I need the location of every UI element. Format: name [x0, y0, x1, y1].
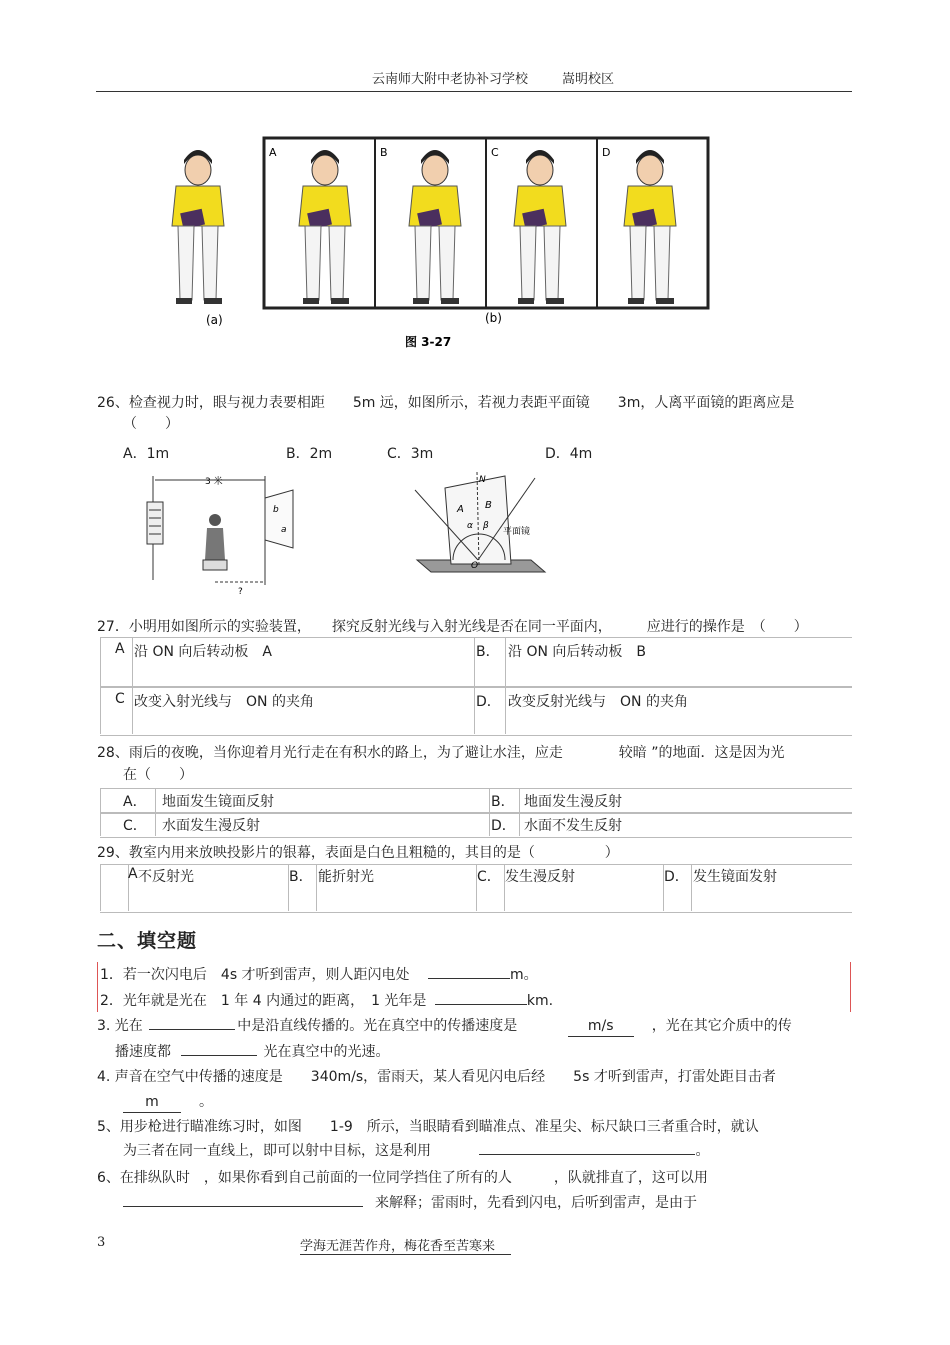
- q28-option-c: 水面发生漫反射: [162, 818, 260, 834]
- q27-option-c-letter: C: [115, 691, 125, 707]
- fill-2-blank[interactable]: [435, 1004, 527, 1005]
- fill-5-cont: 为三者在同一直线上，即可以射中目标，这是利用 。: [123, 1143, 710, 1159]
- q29-option-a-letter: A: [128, 866, 138, 882]
- fill-3-blank-2[interactable]: m/s: [568, 1016, 634, 1037]
- q27-option-d-letter: D．: [476, 694, 501, 710]
- q28-text: 28、雨后的夜晚，当你迎着月光行走在有积水的路上，为了避让水洼，应走 较暗 ”的地面．这是因为光: [97, 745, 785, 761]
- unknown-distance: ?: [238, 587, 243, 597]
- q29-text: 29、教室内用来放映投影片的银幕，表面是白色且粗糙的，其目的是（ ）: [97, 845, 619, 861]
- sub-label-b: (b): [485, 311, 502, 325]
- q27-option-d: 改变反射光线与 ON 的夹角: [508, 694, 688, 710]
- svg-text:α: α: [467, 521, 473, 531]
- panel-label-a: A: [269, 146, 277, 159]
- panel-label-c: C: [491, 146, 499, 159]
- fill-5: 5、用步枪进行瞄准练习时，如图 1-9 所示，当眼睛看到瞄准点、准星尖、标尺缺口三者重合时，就认: [97, 1119, 759, 1135]
- q28-text-2: 在（ ）: [123, 767, 193, 783]
- boy-figure-panel-c: [514, 150, 566, 304]
- svg-text:β: β: [483, 521, 489, 531]
- section-title: 二、填空题: [97, 930, 198, 952]
- sub-label-a: (a): [206, 313, 223, 327]
- q28-option-c-letter: C．: [123, 818, 147, 834]
- q28-option-a-letter: A．: [123, 794, 147, 810]
- fill-3-cont: 播速度都 光在真空中的光速。: [115, 1044, 390, 1060]
- q29-option-d: 发生镜面发射: [693, 869, 777, 885]
- page-number: 3: [97, 1235, 106, 1250]
- q28-option-d: 水面不发生反射: [524, 818, 622, 834]
- fill-5-blank[interactable]: [479, 1154, 695, 1155]
- fill-6-blank[interactable]: [123, 1206, 363, 1207]
- q29-option-d-letter: D．: [664, 869, 689, 885]
- q27-text: 27．小明用如图所示的实验装置， 探究反射光线与入射光线是否在同一平面内， 应进行的操作是 （ ）: [97, 619, 808, 635]
- q29-option-b-letter: B．: [289, 869, 313, 885]
- fill-6: 6、在排纵队时 ，如果你看到自己前面的一位同学挡住了所有的人 ，队就排直了，这可以用: [97, 1170, 708, 1186]
- fill-3-blank-1[interactable]: [149, 1029, 235, 1030]
- q26-paren: （ ）: [123, 416, 179, 432]
- boy-figure-panel-a: [299, 150, 351, 304]
- page-header: [372, 68, 614, 87]
- q29-option-c-letter: C．: [477, 869, 501, 885]
- boy-figure-a: [172, 150, 224, 304]
- q27-option-c: 改变入射光线与 ON 的夹角: [134, 694, 314, 710]
- distance-label: 3 米: [205, 477, 223, 487]
- q26-text: 26、检查视力时，眼与视力表要相距 5m 远，如图所示，若视力表距平面镜 3m，人离平面镜的距离应是: [97, 395, 795, 411]
- q27-option-b-letter: B．: [476, 644, 500, 660]
- fill-4: 4. 声音在空气中传播的速度是 340m/s，雷雨天，某人看见闪电后经 5s 才听到雷声，打雷处距目击者: [97, 1069, 776, 1085]
- svg-text:A: A: [457, 504, 464, 515]
- q26-option-c: C．3m: [387, 446, 434, 462]
- panel-label-d: D: [602, 146, 611, 159]
- q26-option-b: B．2m: [286, 446, 333, 462]
- boy-figure-panel-b: [409, 150, 461, 304]
- q28-option-a: 地面发生镜面反射: [162, 794, 274, 810]
- panel-label-b: B: [380, 146, 388, 159]
- fill-4-blank[interactable]: m: [123, 1092, 181, 1113]
- svg-text:B: B: [485, 500, 492, 511]
- q27-option-a-letter: A: [115, 641, 125, 657]
- q27-option-b: 沿 ON 向后转动板 B: [508, 644, 646, 660]
- figure-caption: 图 3-27: [405, 335, 452, 349]
- q28-option-d-letter: D．: [491, 818, 516, 834]
- eye-chart: [147, 502, 163, 544]
- q26-option-d: D．4m: [545, 446, 593, 462]
- fill-3: 3. 光在 中是沿直线传播的。光在真空中的传播速度是 m/s ，光在其它介质中的传: [97, 1016, 792, 1037]
- fill-2: 2．光年就是光在 1 年 4 内通过的距离， 1 光年是 km.: [100, 993, 554, 1009]
- svg-text:N: N: [479, 475, 486, 485]
- svg-text:b: b: [273, 505, 279, 515]
- q27-option-a: 沿 ON 向后转动板 A: [134, 644, 272, 660]
- fill-4-cont: m 。: [123, 1092, 213, 1113]
- eye-test-diagram: [135, 470, 305, 600]
- header-rule: [96, 91, 852, 92]
- q28-option-b: 地面发生漫反射: [524, 794, 622, 810]
- boy-figure-panel-d: [624, 150, 676, 304]
- figure-3-27: [120, 132, 720, 362]
- footer-motto: 学海无涯苦作舟，梅花香至苦寒来: [300, 1235, 511, 1255]
- q29-option-b: 能折射光: [318, 869, 374, 885]
- q28-option-b-letter: B．: [491, 794, 515, 810]
- fill-1: 1．若一次闪电后 4s 才听到雷声，则人距闪电处 m。: [100, 967, 538, 983]
- fill-6-cont: 来解释；雷雨时，先看到闪电，后听到雷声，是由于: [123, 1193, 697, 1213]
- q29-option-a: 不反射光: [138, 869, 194, 885]
- svg-text:O: O: [471, 561, 479, 571]
- svg-text:a: a: [281, 525, 287, 535]
- mirror-panel: [265, 490, 293, 548]
- q29-option-c: 发生漫反射: [505, 869, 575, 885]
- q26-option-a: A．1m: [123, 446, 170, 462]
- fill-3-blank-3[interactable]: [181, 1055, 257, 1056]
- reflection-diagram: [405, 468, 555, 578]
- person-icon: [205, 528, 225, 560]
- fill-1-blank[interactable]: [428, 978, 510, 979]
- school-name: 云南师大附中老协补习学校: [372, 72, 529, 87]
- campus-name: 嵩明校区: [562, 72, 615, 87]
- mirror-label: 平面镜: [503, 527, 531, 537]
